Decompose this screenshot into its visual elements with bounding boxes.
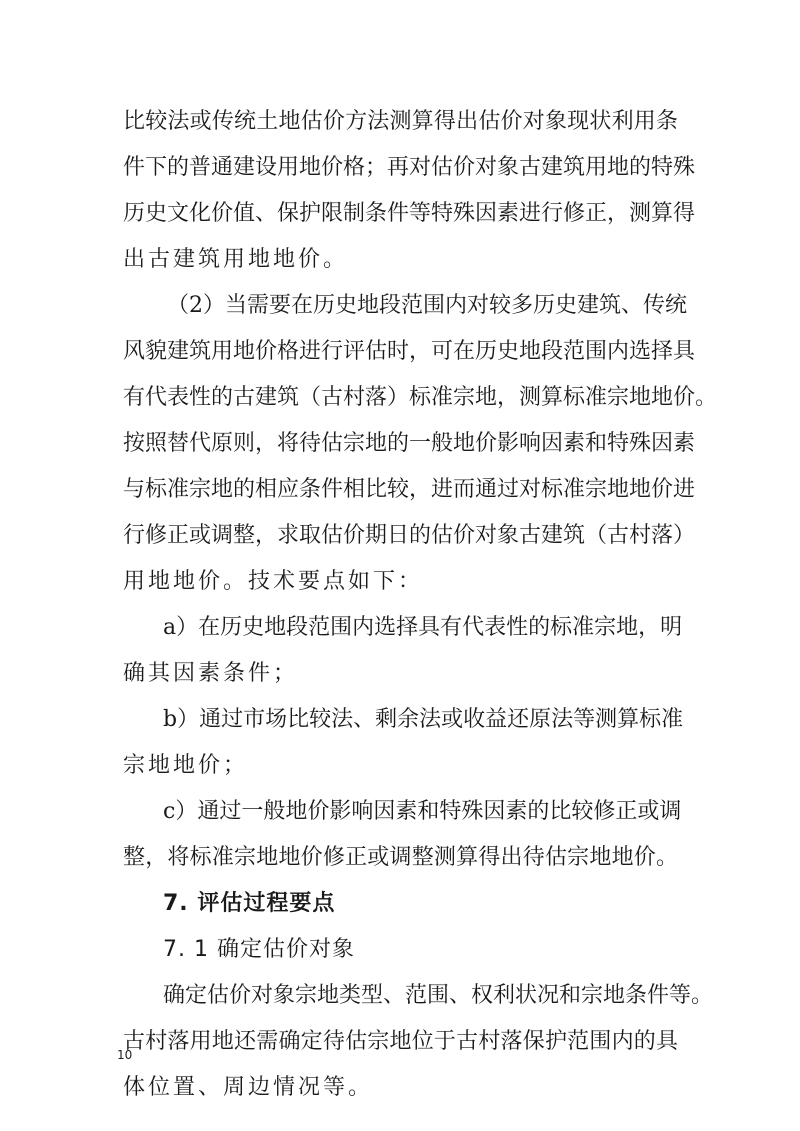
text-line: （2）当需要在历史地段范围内对较多历史建筑、传统 [167,293,687,318]
text-line: 出古建筑用地地价。 [123,247,349,272]
text-line: 按照替代原则，将待估宗地的一般地价影响因素和特殊因素 [123,431,696,456]
text-line: 件下的普通建设用地价格；再对估价对象古建筑用地的特殊 [123,155,696,180]
text-line: 有代表性的古建筑（古村落）标准宗地，测算标准宗地地价。 [123,385,718,410]
text-line: 行修正或调整，求取估价期日的估价对象古建筑（古村落） [123,523,696,548]
text-line: 古村落用地还需确定待估宗地位于古村落保护范围内的具 [123,1029,678,1054]
text-line: 历史文化价值、保护限制条件等特殊因素进行修正，测算得 [123,201,696,226]
text-line: 与标准宗地的相应条件相比较，进而通过对标准宗地地价进 [123,477,696,502]
text-line: c）通过一般地价影响因素和特殊因素的比较修正或调 [163,799,682,824]
text-line: 确定估价对象宗地类型、范围、权利状况和宗地条件等。 [163,983,714,1008]
text-line: b）通过市场比较法、剩余法或收益还原法等测算标准 [163,707,684,732]
text-line: 用地地价。技术要点如下： [123,569,424,594]
text-line: a）在历史地段范围内选择具有代表性的标准宗地，明 [163,615,683,640]
text-line: 宗地地价； [123,753,249,778]
page-number: 10 [117,1048,133,1062]
text-line: 体位置、周边情况等。 [123,1075,374,1100]
text-line: 确其因素条件； [123,661,299,686]
text-line: 风貌建筑用地价格进行评估时，可在历史地段范围内选择具 [123,339,696,364]
section-heading: 7. 评估过程要点 [163,891,336,916]
subsection-heading: 7. 1 确定估价对象 [163,937,355,962]
text-line: 整，将标准宗地地价修正或调整测算得出待估宗地地价。 [123,845,678,870]
text-line: 比较法或传统土地估价方法测算得出估价对象现状利用条 [123,109,678,134]
